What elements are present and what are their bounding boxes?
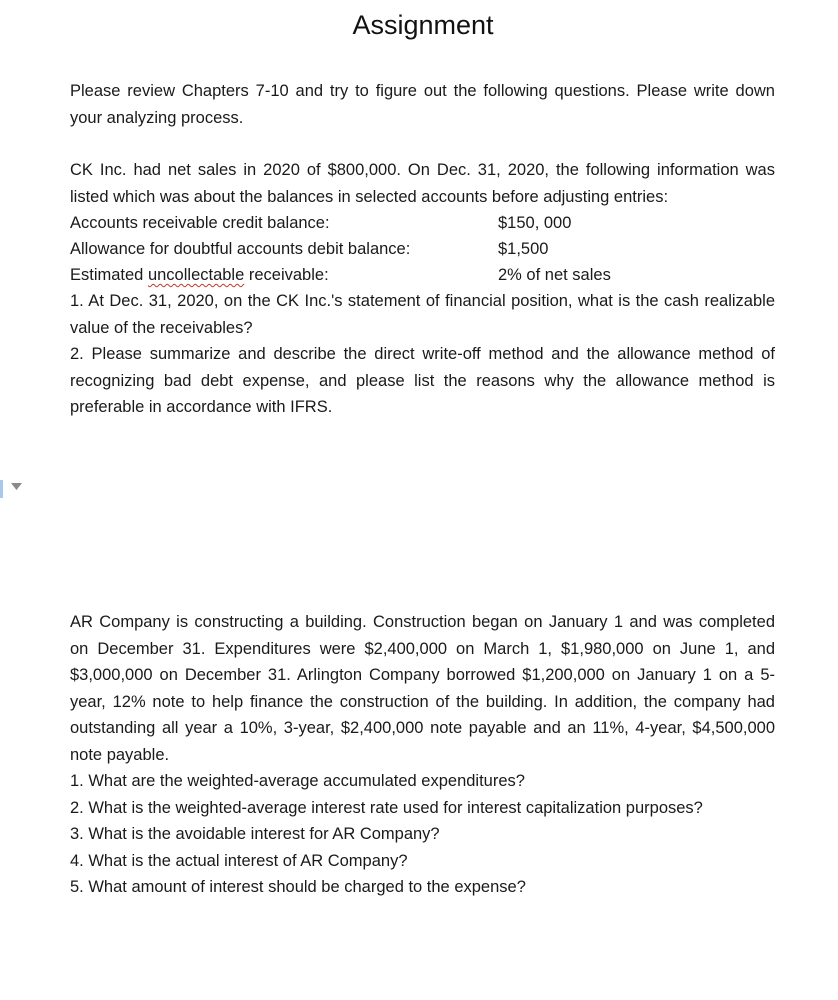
problem1-item-row <box>70 262 775 288</box>
problem1-question: 1. At Dec. 31, 2020, on the CK Inc.'s statement of financial position, what is the cash realizable value of the receivables? <box>70 292 775 337</box>
problem2-question: 5. What amount of interest should be charged to the expense? <box>70 878 526 896</box>
collapse-triangle-icon[interactable] <box>0 480 28 500</box>
problem2-description: AR Company is constructing a building. Construction began on January 1 and was completed on December 31. Expenditures were $2,400,000 on March 1, $1,980,000 on June 1, and $3,000,000 on December 31. Arlington Company borrowed $1,200,000 on January 1 on a 5-year, 12% note to help finance the construction of the building. In addition, the company had outstanding all year a 10%, 3-year, $2,400,000 note payable and an 11%, 4-year, $4,500,000 note payable. <box>70 613 775 764</box>
intro-paragraph: Please review Chapters 7-10 and try to figure out the following questions. Please write down your analyzing process. <box>70 82 775 127</box>
triangle-down-icon <box>11 483 22 490</box>
problem2-question: 3. What is the avoidable interest for AR Company? <box>70 825 440 843</box>
problem1-question: 2. Please summarize and describe the direct write-off method and the allowance method of recognizing bad debt expense, and please list the reasons why the allowance method is preferable in accordance with IFRS. <box>70 345 775 416</box>
item-value: 2% of net sales <box>498 266 611 284</box>
problem1-description: CK Inc. had net sales in 2020 of $800,000. On Dec. 31, 2020, the following information was listed which was about the balances in selected accounts before adjusting entries: <box>70 161 775 206</box>
problem1-item-row <box>70 210 775 236</box>
document-title: Assignment <box>352 10 494 40</box>
item-value: $1,500 <box>498 240 549 258</box>
problem1-item-row <box>70 236 775 262</box>
item-label: Allowance for doubtful accounts debit balance: <box>70 240 411 258</box>
item-value: $150, 000 <box>498 214 572 232</box>
item-label-prefix: Estimated <box>70 266 148 284</box>
problem2-question: 4. What is the actual interest of AR Company? <box>70 851 408 870</box>
problem2-section <box>70 609 775 901</box>
margin-bar-icon <box>0 480 3 498</box>
item-label: Accounts receivable credit balance: <box>70 214 330 232</box>
problem2-question: 2. What is the weighted-average interest rate used for interest capitalization purposes? <box>70 798 703 817</box>
item-label-suffix: receivable: <box>244 266 329 284</box>
spellcheck-flagged-word[interactable]: uncollectable <box>147 266 245 284</box>
problem1-section <box>70 157 775 421</box>
problem2-question: 1. What are the weighted-average accumulated expenditures? <box>70 772 525 790</box>
